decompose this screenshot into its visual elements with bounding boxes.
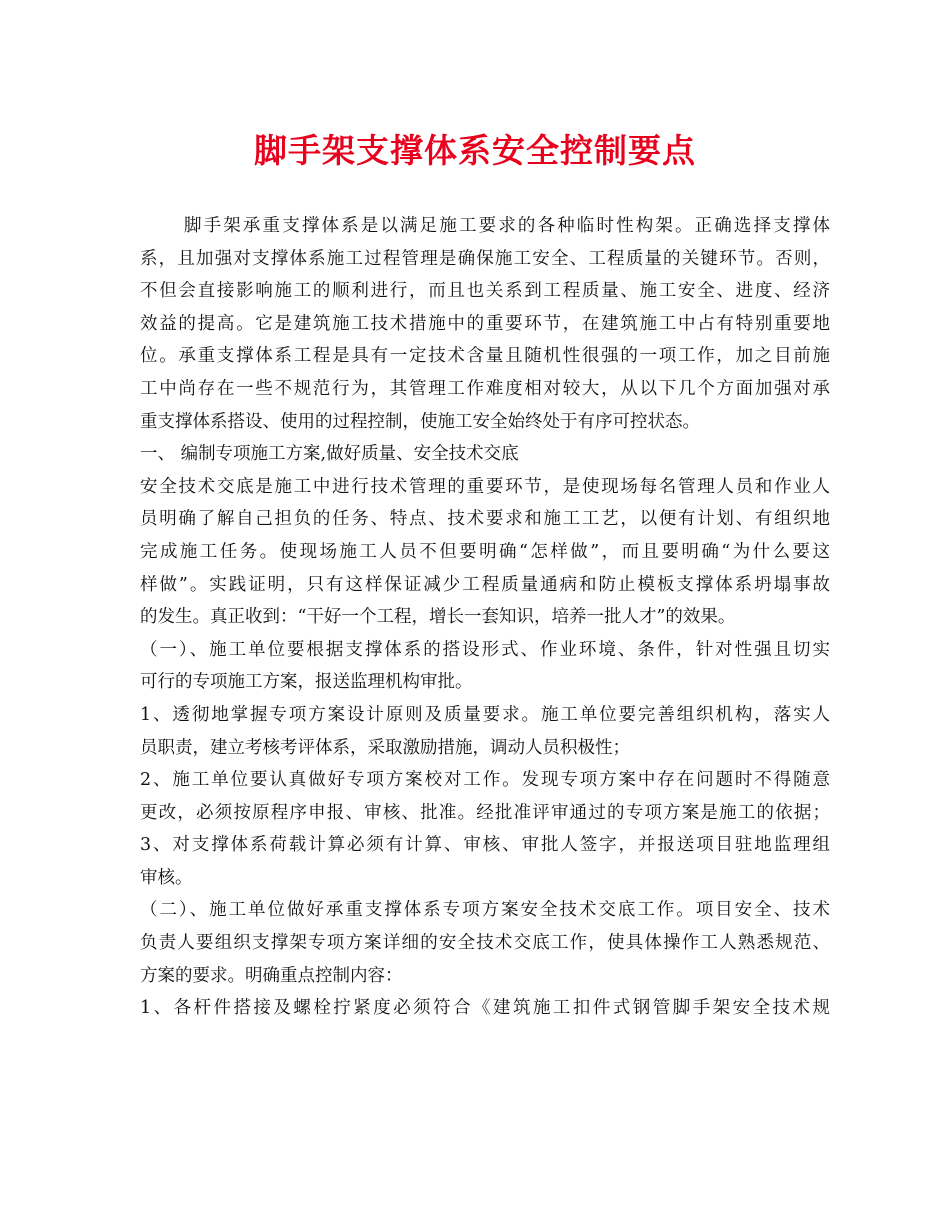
text-line: 更改，必须按原程序申报、审核、批准。经批准评审通过的专项方案是施工的依据； [140, 802, 830, 823]
text-line: （二）、施工单位做好承重支撑体系专项方案安全技术交底工作。项目安全、技术 [140, 900, 830, 921]
text-line: 工中尚存在一些不规范行为，其管理工作难度相对较大，从以下几个方面加强对承 [140, 378, 830, 399]
text-line: 2、施工单位要认真做好专项方案校对工作。发现专项方案中存在问题时不得随意 [140, 770, 830, 791]
text-line: 审核。 [140, 867, 193, 888]
text-line: 方案的要求。明确重点控制内容： [140, 965, 403, 986]
text-line: 不但会直接影响施工的顺利进行，而且也关系到工程质量、施工安全、进度、经济 [140, 281, 830, 302]
text-line: 脚手架承重支撑体系是以满足施工要求的各种临时性构架。正确选择支撑体 [184, 216, 830, 236]
text-line: 1、各杆件搭接及螺栓拧紧度必须符合《建筑施工扣件式钢管脚手架安全技术规 [140, 998, 830, 1019]
text-line: 员职责，建立考核考评体系，采取激励措施，调动人员积极性； [140, 737, 630, 758]
document-body [140, 210, 830, 1025]
text-line: 位。承重支撑体系工程是具有一定技术含量且随机性很强的一项工作，加之目前施 [140, 346, 830, 367]
text-line: 负责人要组织支撑架专项方案详细的安全技术交底工作，使具体操作工人熟悉规范、 [140, 933, 830, 954]
text-line: 员明确了解自己担负的任务、特点、技术要求和施工工艺，以便有计划、有组织地 [140, 509, 830, 530]
text-line: 3、对支撑体系荷载计算必须有计算、审核、审批人签字，并报送项目驻地监理组 [140, 835, 830, 856]
text-line: 系，且加强对支撑体系施工过程管理是确保施工安全、工程质量的关键环节。否则， [140, 248, 830, 269]
text-line: 的发生。真正收到：“干好一个工程，增长一套知识，培养一批人才”的效果。 [140, 607, 736, 628]
document-title: 脚手架支撑体系安全控制要点 [254, 131, 696, 170]
text-line: 一、 编制专项施工方案,做好质量、安全技术交底 [140, 444, 519, 465]
text-line: 重支撑体系搭设、使用的过程控制，使施工安全始终处于有序可控状态。 [140, 411, 700, 432]
text-line: 安全技术交底是施工中进行技术管理的重要环节，是使现场每名管理人员和作业人 [140, 476, 830, 497]
text-line: （一）、施工单位要根据支撑体系的搭设形式、作业环境、条件，针对性强且切实 [140, 639, 830, 660]
text-line: 完成施工任务。使现场施工人员不但要明确“怎样做”，而且要明确“为什么要这 [140, 541, 830, 562]
text-line: 可行的专项施工方案，报送监理机构审批。 [140, 672, 473, 693]
text-line: 效益的提高。它是建筑施工技术措施中的重要环节，在建筑施工中占有特别重要地 [140, 313, 830, 334]
text-line: 1、透彻地掌握专项方案设计原则及质量要求。施工单位要完善组织机构，落实人 [140, 704, 830, 725]
text-line: 样做”。实践证明，只有这样保证减少工程质量通病和防止模板支撑体系坍塌事故 [140, 574, 830, 595]
